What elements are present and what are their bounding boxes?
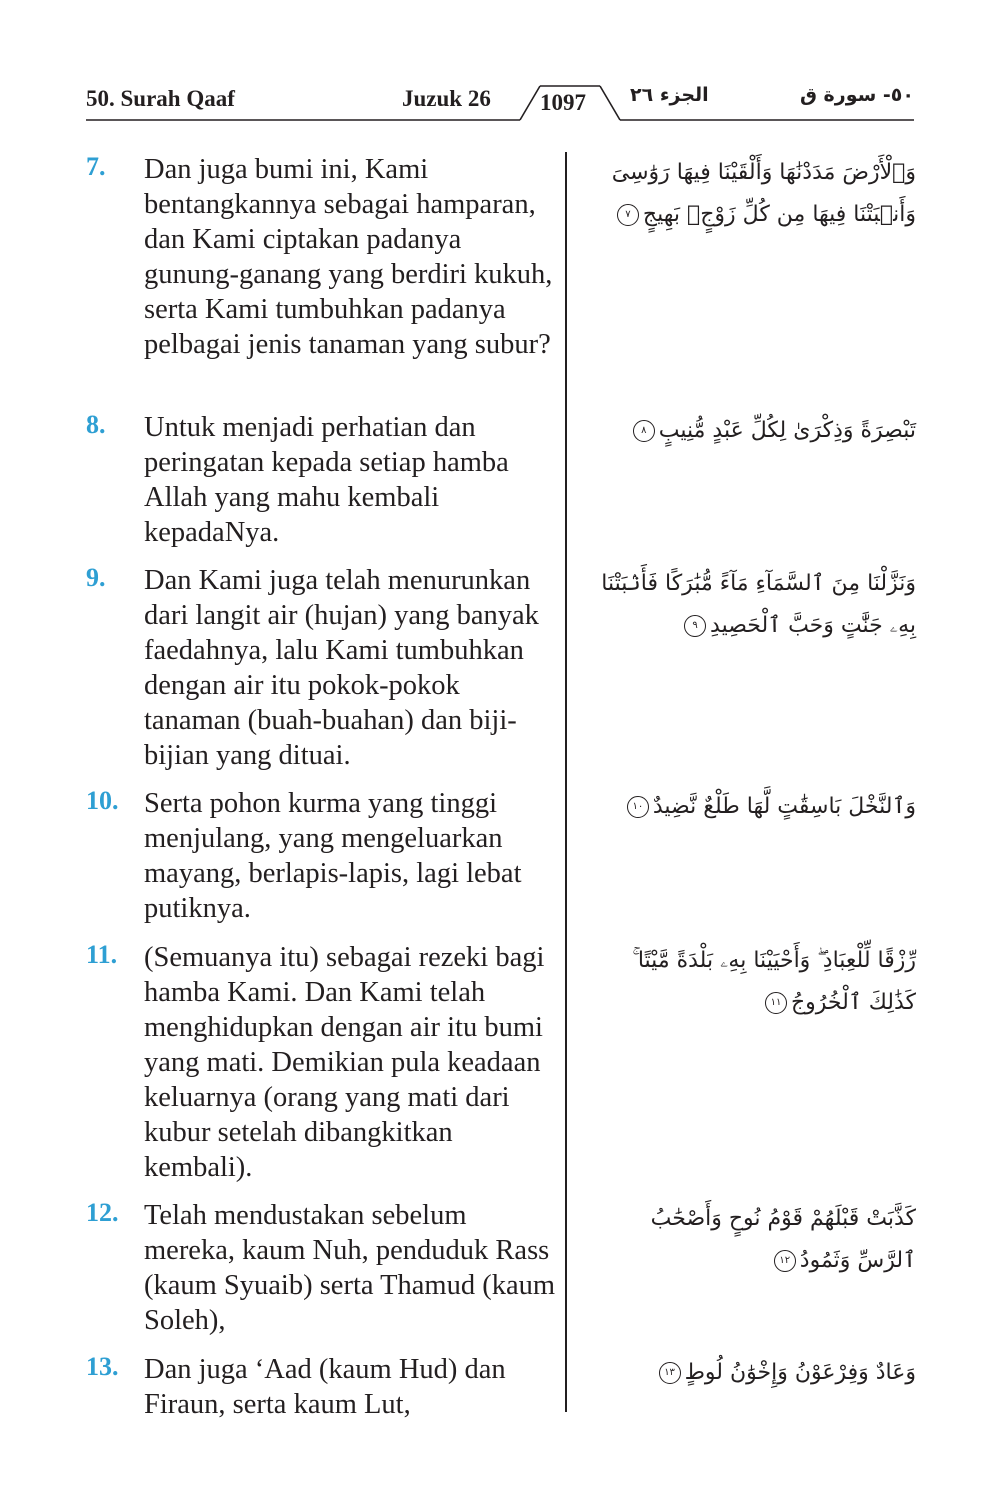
verse-number: 11. — [86, 940, 118, 969]
verse-translation: Dan juga bumi ini, Kami bentangkannya sebagai hamparan, dan Kami ciptakan padanya gunung-ganang yang berdiri kukuh, serta Kami tumbuhkan padanya pelbagai jenis tanaman yang subur? — [144, 154, 553, 360]
page-number: 1097 — [540, 90, 586, 115]
verse-translation: Dan juga ‘Aad (kaum Hud) dan Firaun, serta kaum Lut, — [144, 1354, 506, 1420]
juz-arabic-label: الجزء ٢٦ — [630, 84, 709, 106]
arabic-text: كَذَّبَتْ قَبْلَهُمْ قَوْمُ نُوحٍ وَأَصْحَٰبُ ٱلرَّسِّ وَثَمُودُ — [650, 1206, 916, 1273]
verse-arabic — [586, 940, 916, 1024]
verse-arabic — [586, 410, 916, 452]
arabic-text: وَٱلنَّخْلَ بَاسِقَٰتٍ لَّهَا طَلْعٌ نَّضِيدٌ — [652, 794, 916, 819]
juzuk-label: Juzuk 26 — [402, 86, 491, 111]
verse-number: 13. — [86, 1352, 119, 1381]
verse-number: 10. — [86, 786, 119, 815]
verse-arabic — [586, 1198, 916, 1282]
surah-arabic-title: ٥٠- سورة ق — [799, 84, 914, 106]
column-divider — [565, 152, 567, 1412]
page-header — [0, 0, 1000, 130]
ayah-end-marker: ١٢ — [774, 1250, 796, 1272]
verse-number: 12. — [86, 1198, 119, 1227]
arabic-text: وَعَادٌ وَفِرْعَوْنُ وَإِخْوَٰنُ لُوطٍ — [684, 1360, 916, 1385]
verse-arabic — [586, 1352, 916, 1394]
ayah-end-marker: ٨ — [633, 420, 655, 442]
verse-translation: Serta pohon kurma yang tinggi menjulang, yang mengeluarkan mayang, berlapis-lapis, lagi lebat putiknya. — [144, 788, 522, 924]
verse-translation: Untuk menjadi perhatian dan peringatan kepada setiap hamba Allah yang mahu kembali kepadaNya. — [144, 412, 509, 548]
arabic-text: وَٱلْأَرْضَ مَدَدْنَٰهَا وَأَلْقَيْنَا فِيهَا رَوَٰسِىَ وَأَنۢبَتْنَا فِيهَا مِن كُلِّ زَوْجٍۭ بَهِيجٍ — [611, 160, 916, 227]
verse-arabic — [586, 786, 916, 828]
verse-arabic — [586, 563, 916, 647]
surah-title: 50. Surah Qaaf — [86, 86, 235, 111]
verse-translation: Dan Kami juga telah menurunkan dari langit air (hujan) yang banyak faedahnya, lalu Kami tumbuhkan dengan air itu pokok-pokok tanaman (buah-buahan) dan biji-bijian yang dituai. — [144, 565, 539, 771]
ayah-end-marker: ٧ — [617, 204, 639, 226]
ayah-end-marker: ١١ — [765, 992, 787, 1014]
ayah-end-marker: ١٠ — [627, 796, 649, 818]
arabic-text: وَنَزَّلْنَا مِنَ ٱلسَّمَآءِ مَآءً مُّبَٰرَكًا فَأَنۢبَتْنَا بِهِۦ جَنَّٰتٍ وَحَبَّ ٱلْحَصِيدِ — [601, 571, 916, 638]
verse-arabic — [586, 152, 916, 236]
arabic-text: رِّزْقًا لِّلْعِبَادِ ۖ وَأَحْيَيْنَا بِهِۦ بَلْدَةً مَّيْتًا ۚ كَذَٰلِكَ ٱلْخُرُوجُ — [632, 948, 916, 1015]
ayah-end-marker: ١٣ — [659, 1362, 681, 1384]
ayah-end-marker: ٩ — [684, 615, 706, 637]
verse-translation: Telah mendustakan sebelum mereka, kaum Nuh, penduduk Rass (kaum Syuaib) serta Thamud (kaum Soleh), — [144, 1200, 556, 1336]
verse-translation: (Semuanya itu) sebagai rezeki bagi hamba Kami. Dan Kami telah menghidupkan dengan air itu bumi yang mati. Demikian pula keadaan keluarnya (orang yang mati dari kubur setelah dibangkitkan kembali). — [144, 942, 545, 1183]
arabic-text: تَبْصِرَةً وَذِكْرَىٰ لِكُلِّ عَبْدٍ مُّنِيبٍ — [658, 418, 916, 443]
verse-number: 9. — [86, 563, 106, 592]
verse-number: 7. — [86, 152, 106, 181]
verse-number: 8. — [86, 410, 106, 439]
